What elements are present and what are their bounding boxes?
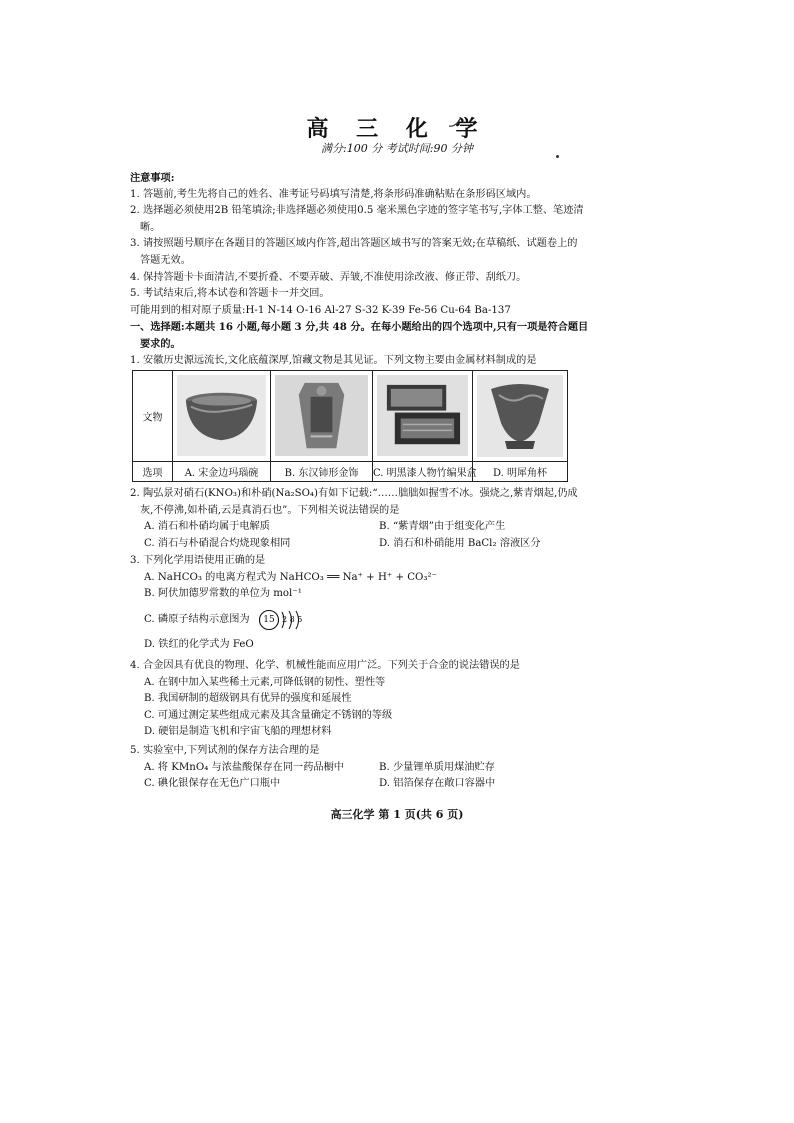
- note-item-3-cont: 答题无效。: [140, 254, 191, 266]
- pen-mark-icon: [448, 116, 462, 132]
- artifact-option-row: [133, 461, 567, 481]
- q4-stem: 4. 合金因具有优良的物理、化学、机械性能而应用广泛。下列关于合金的说法错误的是: [130, 660, 520, 671]
- lacquer-box-icon: [377, 375, 468, 456]
- question-5: [130, 743, 650, 793]
- q5-options: [130, 760, 650, 793]
- artifact-a-cell: [173, 371, 271, 461]
- question-2: [130, 486, 650, 552]
- row-label-cell: [133, 371, 173, 461]
- q2-option-b: B. “紫青烟”由于组变化产生: [379, 521, 506, 533]
- note-item-4: 4. 保持答题卡卡面清洁,不要折叠、不要弄破、弄皱,不准使用涂改液、修正带、刮纸刀。: [130, 271, 527, 283]
- row-label-cell-bottom: [133, 461, 173, 481]
- exam-subtitle: 满分:100 分 考试时间:90 分钟: [321, 142, 473, 155]
- q2-stem-2: 灰,不停沸,如朴硝,云是真消石也”。下列相关说法错误的是: [140, 504, 400, 516]
- section1-heading: 一、选择题:本题共 16 小题,每小题 3 分,共 48 分。在每小题给出的四个选项中,只有一项是符合题目: [130, 321, 589, 334]
- q4-option-a: A. 在钢中加入某些稀土元素,可降低钢的韧性、塑性等: [144, 676, 386, 688]
- q3-option-c-row: [130, 603, 650, 637]
- q5-option-b: B. 少量锂单质用煤油贮存: [379, 761, 495, 773]
- artifact-table: [132, 370, 568, 482]
- q4-option-b: B. 我国研制的超级钢具有优异的强度和延展性: [144, 693, 352, 705]
- q5-option-a: A. 将 KMnO₄ 与浓盐酸保存在同一药品橱中: [144, 761, 344, 773]
- gold-ornament-icon: [275, 375, 368, 456]
- atomic-masses: 可能用到的相对原子质量:H-1 N-14 O-16 Al-27 S-32 K-39 Fe-56 Cu-64 Ba-137: [130, 304, 511, 316]
- agate-bowl-icon: [177, 375, 266, 456]
- notes-section: [130, 170, 650, 369]
- section1-heading-cont: 要求的。: [140, 337, 181, 350]
- q1-option-b: B. 东汉铈形金饰: [284, 468, 359, 479]
- row-label-option: 选项: [142, 468, 163, 479]
- speck-mark: [556, 155, 559, 158]
- note-item-1: 1. 答题前,考生先将自己的姓名、准考证号码填写清楚,将条形码准确粘贴在条形码区域内。: [130, 188, 537, 200]
- artifact-image-row: [133, 371, 567, 462]
- q4-option-c: C. 可通过测定某些组成元素及其含量确定不锈钢的等级: [144, 709, 393, 721]
- rhino-horn-cup-icon: [477, 375, 563, 457]
- q2-options: [130, 519, 650, 552]
- q1-option-a-cell: [173, 461, 271, 481]
- q2-option-d: D. 消石和朴硝能用 BaCl₂ 溶液区分: [379, 537, 541, 549]
- q1-option-c-cell: [373, 461, 477, 481]
- artifact-b-cell: [271, 371, 373, 461]
- q5-option-d: D. 铝箔保存在敞口容器中: [379, 778, 496, 790]
- q3-option-d: D. 铁红的化学式为 FeO: [144, 638, 254, 650]
- page-footer: 高三化学 第 1 页(共 6 页): [330, 808, 464, 821]
- note-item-2: 2. 选择题必须使用2B 铅笔填涂;非选择题必须使用0.5 毫米黑色字迹的签字笔书写,字体工整、笔迹清: [130, 205, 584, 217]
- q1-option-b-cell: [271, 461, 373, 481]
- artifact-d-cell: [473, 371, 567, 461]
- q2-stem-1: 2. 陶弘景对硝石(KNO₃)和朴硝(Na₂SO₄)有如下记载:“……朏朏如握雪不冰。强烧之,紫青烟起,仍成: [130, 488, 578, 499]
- q1-option-a: A. 宋金边玛瑙碗: [184, 468, 259, 479]
- q3-option-a: A. NaHCO₃ 的电离方程式为 NaHCO₃ ══ Na⁺ + H⁺ + CO₃²⁻: [144, 571, 437, 583]
- q3-option-b: B. 阿伏加德罗常数的单位为 mol⁻¹: [144, 588, 302, 600]
- artifact-c-cell: [373, 371, 473, 461]
- q5-stem: 5. 实验室中,下列试剂的保存方法合理的是: [130, 745, 320, 756]
- note-item-5: 5. 考试结束后,将本试卷和答题卡一并交回。: [130, 288, 330, 300]
- page-title: 高 三 化 学: [306, 116, 488, 142]
- note-item-3: 3. 请按照题号顺序在各题目的答题区域内作答,超出答题区域书写的答案无效;在草稿纸、试题卷上的: [130, 238, 578, 250]
- notes-heading: 注意事项:: [130, 172, 175, 184]
- question-3: [130, 553, 650, 653]
- q1-option-c: C. 明黑漆人物竹编果盒: [373, 468, 477, 479]
- atom-shell-counts: 2 8 5: [282, 614, 303, 624]
- q1-option-d-cell: [473, 461, 567, 481]
- note-item-2-cont: 晰。: [140, 221, 161, 233]
- q5-option-c: C. 碘化银保存在无色广口瓶中: [144, 778, 281, 790]
- row-label-artifact: 文物: [142, 412, 163, 424]
- atom-nucleus: 15: [263, 614, 275, 625]
- q1-stem: 1. 安徽历史源远流长,文化底蕴深厚,馆藏文物是其见证。下列文物主要由金属材料制成的是: [130, 354, 537, 366]
- q2-option-a: A. 消石和朴硝均属于电解质: [144, 521, 270, 533]
- q2-option-c: C. 消石与朴硝混合灼烧现象相同: [144, 537, 291, 549]
- question-4: [130, 658, 650, 741]
- q3-stem: 3. 下列化学用语使用正确的是: [130, 555, 266, 566]
- q1-option-d: D. 明犀角杯: [492, 468, 548, 479]
- q4-option-d: D. 硬铝是制造飞机和宇宙飞船的理想材料: [144, 726, 332, 738]
- q3-option-c: C. 磷原子结构示意图为: [144, 613, 250, 625]
- phosphorus-atom-diagram: [258, 609, 328, 631]
